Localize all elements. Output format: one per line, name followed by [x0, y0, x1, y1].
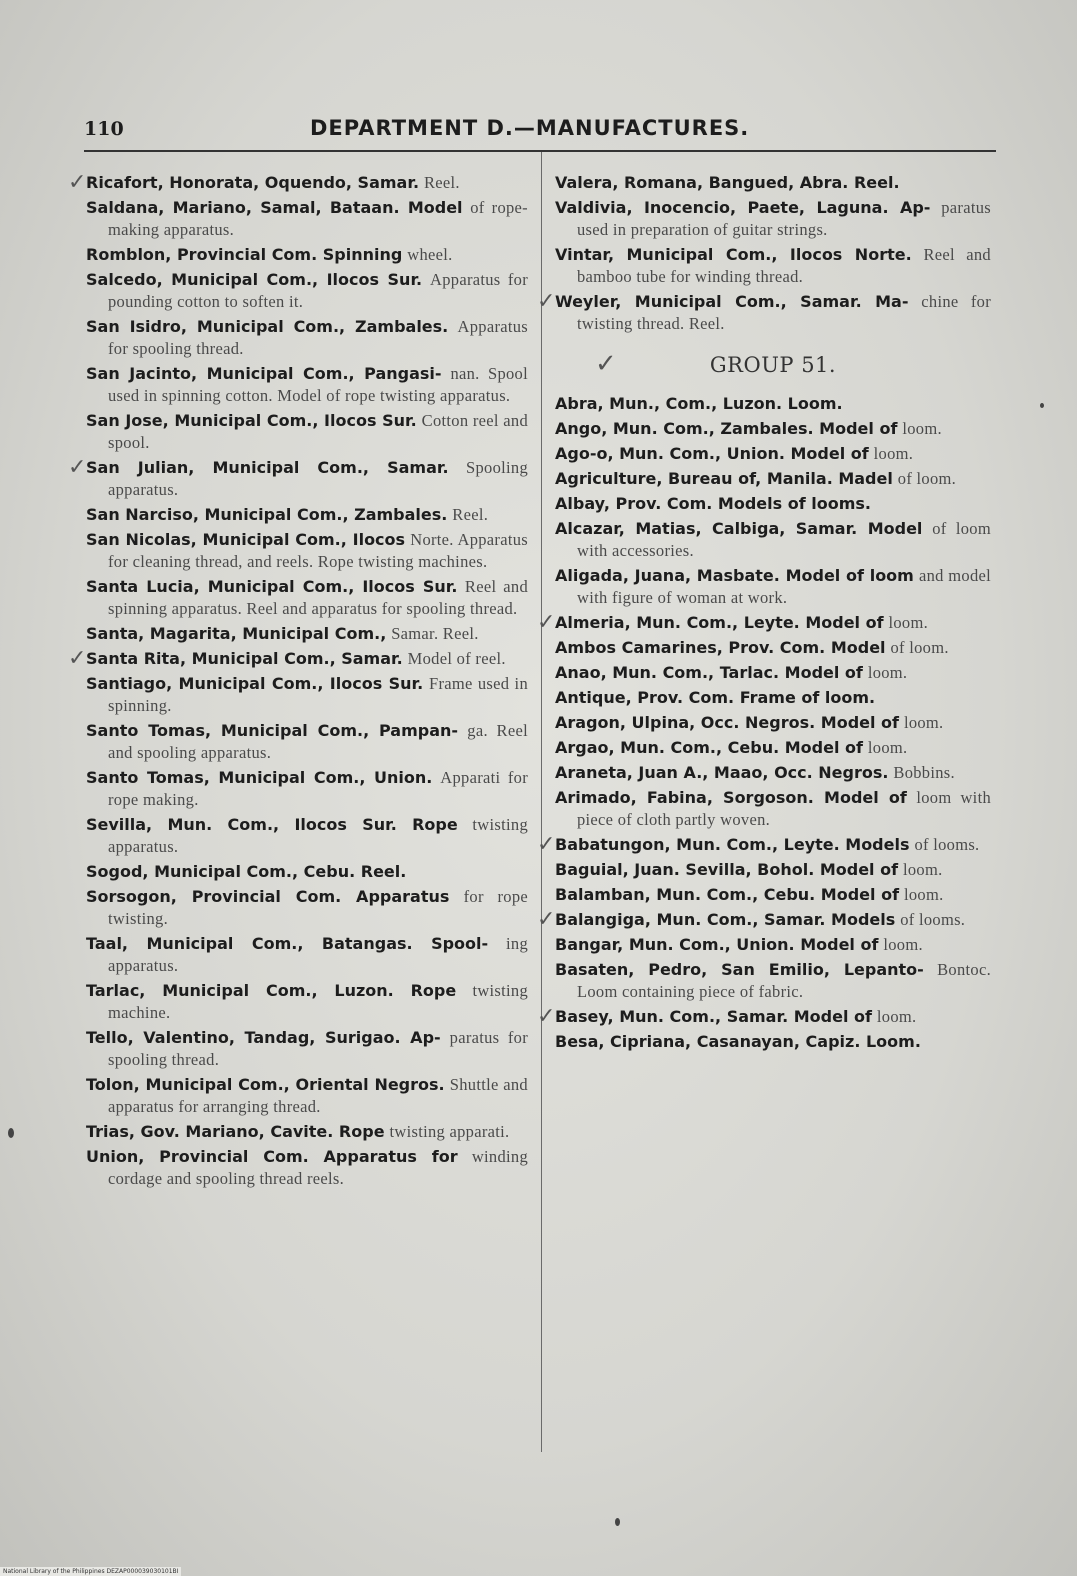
entry-description: twisting machine. [108, 981, 529, 1022]
entry-name: Besa, Cipriana, Casanayan, Capiz. Loom. [555, 1032, 921, 1051]
list-item [68, 170, 528, 195]
list-item [555, 172, 991, 194]
entry-name: Ango, Mun. Com., Zambales. Model of [555, 419, 898, 438]
list-item [555, 518, 991, 562]
entry-name: Basey, Mun. Com., Samar. Model of [555, 1007, 872, 1026]
list-item [555, 1031, 991, 1053]
list-item [86, 410, 528, 454]
entry-name: Abra, Mun., Com., Luzon. Loom. [555, 394, 843, 413]
entry-name: Vintar, Municipal Com., Ilocos Norte. [555, 245, 912, 264]
list-item [555, 959, 991, 1003]
entry-name: Saldana, Mariano, Samal, Bataan. Model [86, 198, 463, 217]
list-item [555, 565, 991, 609]
list-item [555, 637, 991, 659]
list-item [86, 1074, 528, 1118]
list-item [86, 933, 528, 977]
entry-description: ing apparatus. [108, 934, 528, 975]
left-column [68, 170, 529, 1193]
entry-name: Tolon, Municipal Com., Oriental Negros. [86, 1075, 445, 1094]
entry-name: Ago-o, Mun. Com., Union. Model of [555, 444, 869, 463]
list-item [86, 1121, 528, 1143]
entry-description: of looms. [914, 835, 980, 854]
entry-description: nan. Spool used in spinning cotton. Model of rope twisting apparatus. [108, 364, 528, 405]
list-item [86, 197, 528, 241]
page-number: 110 [84, 118, 124, 140]
list-item [86, 576, 528, 620]
entry-description: of looms. [900, 910, 966, 929]
entry-name: Aragon, Ulpina, Occ. Negros. Model of [555, 713, 899, 732]
entry-description: Norte. Apparatus for cleaning thread, and reels. Rope twisting machines. [108, 530, 528, 571]
group-heading [555, 349, 991, 379]
running-head: DEPARTMENT D.—MANUFACTURES. [310, 116, 750, 140]
entry-name: Santa, Magarita, Municipal Com., [86, 624, 387, 643]
checkmark-icon: ✓ [537, 289, 556, 314]
checkmark-icon: ✓ [68, 170, 87, 195]
list-item [555, 712, 991, 734]
entry-description: loom. [902, 419, 942, 438]
entry-name: Tarlac, Municipal Com., Luzon. Rope [86, 981, 457, 1000]
list-item [86, 861, 528, 883]
list-item [86, 363, 528, 407]
entry-name: Santo Tomas, Municipal Com., Pampan- [86, 721, 459, 740]
list-item [555, 687, 991, 709]
entry-name: Union, Provincial Com. Apparatus for [86, 1147, 458, 1166]
entry-description: chine for twisting thread. Reel. [577, 292, 991, 333]
entry-name: Tello, Valentino, Tandag, Surigao. Ap- [86, 1028, 441, 1047]
list-item [86, 814, 528, 858]
entry-name: San Narciso, Municipal Com., Zambales. [86, 505, 448, 524]
entry-description: loom. [876, 1007, 917, 1026]
entry-name: Romblon, Provincial Com. Spinning [86, 245, 403, 264]
group-entries [537, 393, 992, 1053]
entry-description: twisting apparati. [389, 1122, 510, 1141]
entry-name: Santo Tomas, Municipal Com., Union. [86, 768, 433, 787]
checkmark-icon: ✓ [595, 349, 618, 379]
entry-description: loom. [867, 738, 908, 757]
entry-description: wheel. [407, 245, 453, 264]
entry-name: Valera, Romana, Bangued, Abra. Reel. [555, 173, 900, 192]
entry-name: Agriculture, Bureau of, Manila. Madel [555, 469, 893, 488]
list-item [555, 393, 991, 415]
entry-description: Cotton reel and spool. [108, 411, 528, 452]
list-item [555, 662, 991, 684]
entry-description: Apparatus for pounding cotton to soften it. [108, 270, 529, 311]
list-item [537, 907, 991, 932]
list-item [555, 884, 991, 906]
entry-description: loom. [903, 860, 943, 879]
right-column-top-entries [537, 172, 991, 335]
entry-name: Argao, Mun. Com., Cebu. Model of [555, 738, 863, 757]
entry-description: loom. [873, 444, 914, 463]
entry-name: Antique, Prov. Com. Frame of loom. [555, 688, 876, 707]
entry-description: Shuttle and apparatus for arranging thread. [108, 1075, 528, 1116]
checkmark-icon: ✓ [537, 907, 556, 932]
entry-description: of loom. [897, 469, 957, 488]
list-item [555, 934, 991, 956]
list-item [86, 767, 528, 811]
entry-description: Model of reel. [407, 649, 506, 668]
checkmark-icon: ✓ [537, 1004, 556, 1029]
list-item [86, 980, 528, 1024]
scan-speck [615, 1518, 620, 1526]
entry-name: Salcedo, Municipal Com., Ilocos Sur. [86, 270, 423, 289]
entry-name: San Nicolas, Municipal Com., Ilocos [86, 530, 406, 549]
entry-name: Basaten, Pedro, San Emilio, Lepanto- [555, 960, 924, 979]
list-item [537, 832, 991, 857]
entry-name: Trias, Gov. Mariano, Cavite. Rope [86, 1122, 385, 1141]
entry-description: Reel. [423, 173, 460, 192]
list-item [86, 504, 528, 526]
list-item [555, 244, 991, 288]
entry-description: paratus for spooling thread. [108, 1028, 528, 1069]
list-item [555, 737, 991, 759]
entry-name: Ambos Camarines, Prov. Com. Model [555, 638, 886, 657]
entry-name: Arimado, Fabina, Sorgoson. Model of [555, 788, 907, 807]
entry-description: loom. [888, 613, 929, 632]
entry-name: Taal, Municipal Com., Batangas. Spool- [86, 934, 489, 953]
list-item [68, 455, 529, 501]
entry-name: Aligada, Juana, Masbate. Model of loom [555, 566, 914, 585]
entry-description: Reel and bamboo tube for winding thread. [577, 245, 991, 286]
entry-description: Bobbins. [893, 763, 955, 782]
entry-description: Frame used in spinning. [108, 674, 528, 715]
page-header [84, 116, 996, 152]
list-item [555, 418, 991, 440]
entry-description: ga. Reel and spooling apparatus. [108, 721, 528, 762]
entry-description: twisting apparatus. [108, 815, 528, 856]
scan-speck [1040, 403, 1044, 408]
entry-name: Albay, Prov. Com. Models of looms. [555, 494, 871, 513]
entry-name: Sorsogon, Provincial Com. Apparatus [86, 887, 450, 906]
checkmark-icon: ✓ [537, 832, 556, 857]
entry-name: Sevilla, Mun. Com., Ilocos Sur. Rope [86, 815, 458, 834]
entry-name: Babatungon, Mun. Com., Leyte. Models [555, 835, 910, 854]
entry-name: Santa Rita, Municipal Com., Samar. [86, 649, 403, 668]
checkmark-icon: ✓ [68, 646, 87, 671]
entry-description: Reel. [452, 505, 489, 524]
entry-description: of rope-making apparatus. [108, 198, 528, 239]
list-item [86, 623, 528, 645]
list-item [537, 289, 991, 335]
checkmark-icon: ✓ [68, 455, 87, 480]
list-item [555, 443, 991, 465]
entry-name: Sogod, Municipal Com., Cebu. Reel. [86, 862, 407, 881]
entry-name: Anao, Mun. Com., Tarlac. Model of [555, 663, 863, 682]
list-item [537, 610, 991, 635]
entry-name: Bangar, Mun. Com., Union. Model of [555, 935, 879, 954]
entry-description: and model with figure of woman at work. [577, 566, 992, 607]
list-item [86, 529, 528, 573]
entry-name: Santiago, Municipal Com., Ilocos Sur. [86, 674, 424, 693]
entry-description: winding cordage and spooling thread reels. [108, 1147, 528, 1188]
entry-name: Araneta, Juan A., Maao, Occ. Negros. [555, 763, 889, 782]
list-item [555, 787, 991, 831]
entry-description: Bontoc. Loom containing piece of fabric. [577, 960, 991, 1001]
list-item [555, 762, 991, 784]
list-item [86, 269, 528, 313]
right-column [537, 172, 992, 1056]
list-item [555, 493, 991, 515]
entry-name: San Julian, Municipal Com., Samar. [86, 458, 449, 477]
entry-name: San Jose, Municipal Com., Ilocos Sur. [86, 411, 417, 430]
entry-name: Alcazar, Matias, Calbiga, Samar. Model [555, 519, 923, 538]
entry-name: Weyler, Municipal Com., Samar. Ma- [555, 292, 909, 311]
footer-watermark: National Library of the Philippines DEZAP000039030101BI [0, 1567, 181, 1576]
entry-description: loom. [867, 663, 908, 682]
group-heading-text: GROUP 51. [709, 353, 837, 377]
entry-name: Almeria, Mun. Com., Leyte. Model of [555, 613, 884, 632]
entry-name: Ricafort, Honorata, Oquendo, Samar. [86, 173, 420, 192]
entry-name: Balamban, Mun. Com., Cebu. Model of [555, 885, 900, 904]
entry-name: San Jacinto, Municipal Com., Pangasi- [86, 364, 442, 383]
entry-name: Baguial, Juan. Sevilla, Bohol. Model of [555, 860, 899, 879]
entry-description: Spooling apparatus. [108, 458, 529, 499]
list-item [537, 1004, 991, 1029]
list-item [555, 468, 991, 490]
entry-name: Santa Lucia, Municipal Com., Ilocos Sur. [86, 577, 458, 596]
list-item [68, 646, 528, 671]
entry-description: loom. [903, 713, 944, 732]
entry-name: Balangiga, Mun. Com., Samar. Models [555, 910, 896, 929]
list-item [555, 859, 991, 881]
entry-description: Apparatus for spooling thread. [108, 317, 529, 358]
entry-description: Reel and spinning apparatus. Reel and apparatus for spooling thread. [108, 577, 528, 618]
column-divider [541, 152, 542, 1452]
entry-description: loom. [883, 935, 923, 954]
list-item [86, 673, 528, 717]
entry-name: San Isidro, Municipal Com., Zambales. [86, 317, 449, 336]
entry-description: loom. [903, 885, 944, 904]
list-item [555, 197, 991, 241]
list-item [86, 1146, 528, 1190]
entry-description: for rope twisting. [108, 887, 528, 928]
entry-name: Valdivia, Inocencio, Paete, Laguna. Ap- [555, 198, 931, 217]
list-item [86, 886, 528, 930]
entry-description: Samar. Reel. [391, 624, 479, 643]
entry-description: of loom. [890, 638, 949, 657]
scan-speck [8, 1128, 14, 1138]
list-item [86, 316, 528, 360]
list-item [86, 244, 528, 266]
list-item [86, 1027, 528, 1071]
list-item [86, 720, 528, 764]
entry-description: Apparati for rope making. [108, 768, 528, 809]
entry-description: paratus used in preparation of guitar strings. [577, 198, 991, 239]
entry-description: loom with piece of cloth partly woven. [577, 788, 991, 829]
entry-description: of loom with accessories. [577, 519, 991, 560]
checkmark-icon: ✓ [537, 610, 556, 635]
